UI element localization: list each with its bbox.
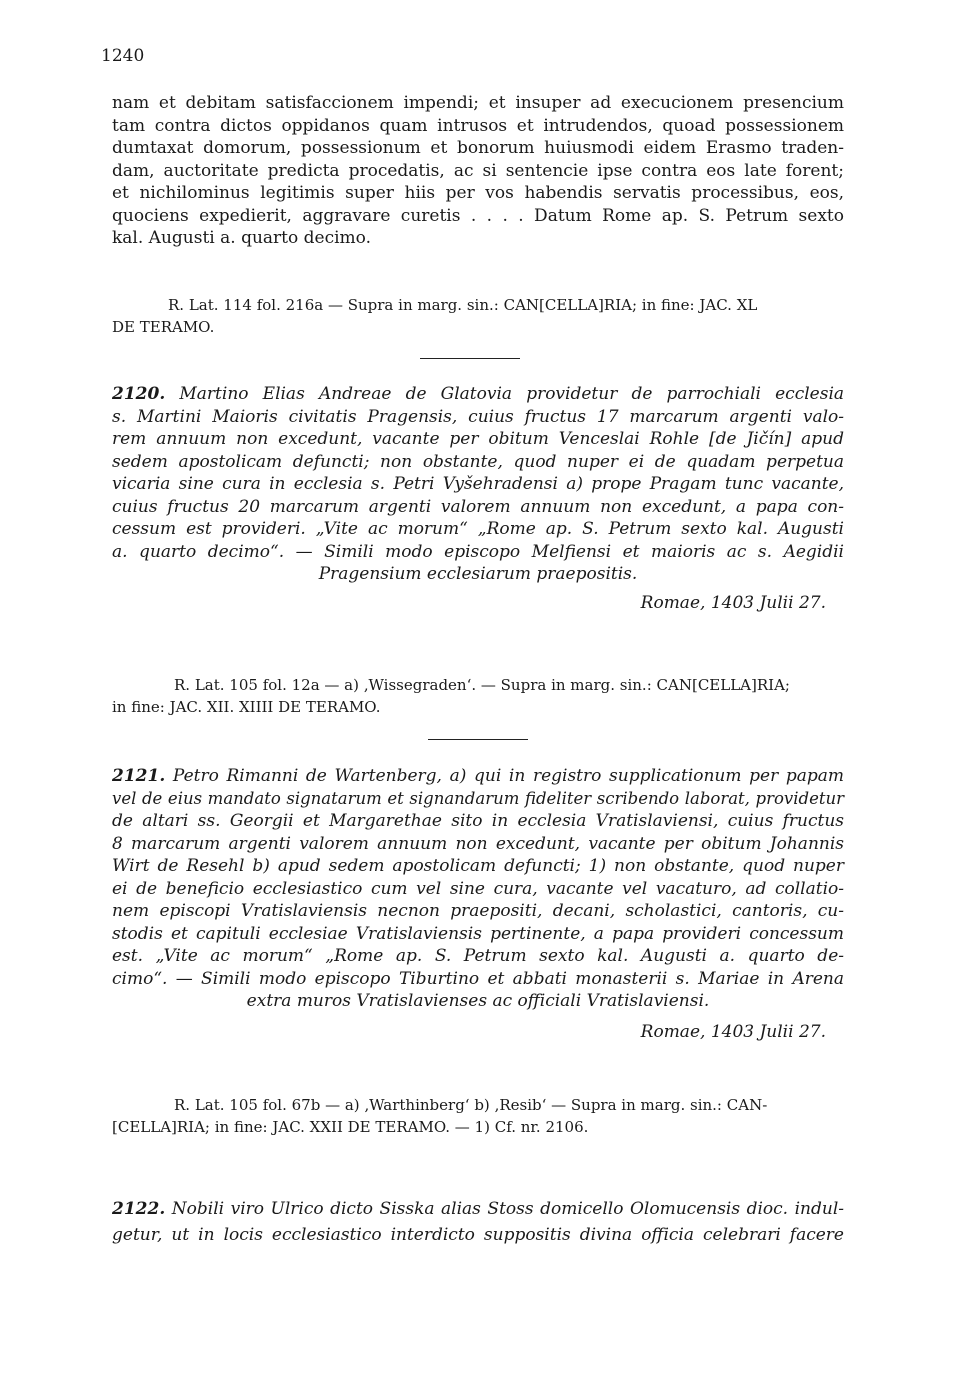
entry-date: Romae, 1403 Julii 27. [640, 592, 826, 613]
text-line: vicaria sine cura in ecclesia s. Petri Vyšehradensi a) prope Pragam tunc vacante, [112, 474, 844, 494]
text-line: Wirt de Resehl b) apud sedem apostolicam defuncti; 1) non obstante, quod nuper [112, 856, 844, 876]
entry-number: 2121. [112, 766, 166, 786]
text-line: Pragensium ecclesiarum praepositis. [318, 564, 638, 584]
section-divider [428, 739, 528, 740]
text-line: a. quarto decimo“. — Simili modo episcopo Melfiensi et maioris ac s. Aegidii [112, 541, 844, 562]
text-line: cuius fructus 20 marcarum argenti valorem annuum non excedunt, a papa con- [112, 496, 844, 517]
text-line: kal. Augusti a. quarto decimo. [112, 228, 372, 248]
page-number: 1240 [101, 46, 145, 66]
text-line: stodis et capituli ecclesiae Vratislaviensis pertinente, a papa provideri concessum [112, 923, 844, 944]
note-line: R. Lat. 105 fol. 12a — a) ‚Wissegraden‘. — Supra in marg. sin.: CAN[CELLA]RIA; [174, 676, 790, 694]
text-line: nem episcopi Vratislaviensis necnon praepositi, decani, scholastici, cantoris, cu- [112, 901, 844, 921]
entry-2120 [112, 383, 844, 614]
text-line: dumtaxat domorum, possessionum et bonorum huiusmodi eidem Erasmo traden- [112, 138, 844, 158]
text-line: vel de eius mandato signatarum et signandarum fideliter scribendo laborat, providetur [112, 788, 844, 808]
intro-note [112, 294, 844, 338]
entry-date: Romae, 1403 Julii 27. [640, 1021, 826, 1042]
text-line: getur, ut in locis ecclesiastico interdicto suppositis divina officia celebrari facere [112, 1225, 844, 1245]
text-line: quociens expedierit, aggravare curetis . . . . Datum Rome ap. S. Petrum sexto [112, 205, 844, 226]
entry-2121-note [112, 1094, 844, 1138]
text-line: Nobili viro Ulrico dicto Sisska alias Stoss domicello Olomucensis dioc. indul- [171, 1199, 844, 1219]
text-line: cimo“. — Simili modo episcopo Tiburtino et abbati monasterii s. Mariae in Arena [112, 968, 844, 989]
text-line: nam et debitam satisfaccionem impendi; et insuper ad execucionem presencium [112, 93, 844, 113]
note-line: R. Lat. 114 fol. 216a — Supra in marg. sin.: CAN[CELLA]RIA; in fine: JAC. XL [168, 296, 758, 314]
text-line: sedem apostolicam defuncti; non obstante, quod nuper ei de quadam perpetua [112, 451, 844, 472]
text-line: extra muros Vratislavienses ac officiali Vratislaviensi. [246, 991, 710, 1011]
text-line: Petro Rimanni de Wartenberg, a) qui in registro supplicationum per papam [172, 766, 845, 786]
entry-2120-note [112, 674, 844, 718]
text-line: tam contra dictos oppidanos quam intrusos et intrudendos, quoad possessionem [112, 115, 844, 136]
text-line: Martino Elias Andreae de Glatovia providetur de parrochiali ecclesia [179, 384, 845, 404]
text-line: et nichilominus legitimis super hiis per vos habendis servatis processibus, eos, [112, 183, 844, 203]
entry-2121 [112, 765, 844, 1043]
entry-number: 2120. [112, 384, 166, 404]
note-line: R. Lat. 105 fol. 67b — a) ‚Warthinberg‘ b) ‚Resib‘ — Supra in marg. sin.: CAN- [174, 1096, 768, 1114]
note-line: DE TERAMO. [112, 318, 215, 336]
intro-paragraph [112, 92, 844, 250]
entry-number: 2122. [112, 1199, 166, 1219]
text-line: cessum est provideri. „Vite ac morum“ „Rome ap. S. Petrum sexto kal. Augusti [112, 519, 844, 539]
note-line: [CELLA]RIA; in fine: JAC. XXII DE TERAMO. — 1) Cf. nr. 2106. [112, 1118, 589, 1136]
note-line: in fine: JAC. XII. XIIII DE TERAMO. [112, 698, 381, 716]
text-line: ei de beneficio ecclesiastico cum vel sine cura, vacante vel vacaturo, ad collatio- [112, 878, 844, 899]
text-line: s. Martini Maioris civitatis Pragensis, cuius fructus 17 marcarum argenti valo- [112, 406, 844, 427]
text-line: est. „Vite ac morum“ „Rome ap. S. Petrum sexto kal. Augusti a. quarto de- [112, 946, 844, 966]
text-line: de altari ss. Georgii et Margarethae sito in ecclesia Vratislaviensi, cuius fructus [112, 811, 844, 831]
section-divider [420, 358, 520, 359]
text-line: dam, auctoritate predicta procedatis, ac si sentencie ipse contra eos late forent; [112, 160, 844, 181]
text-line: rem annuum non excedunt, vacante per obitum Venceslai Rohle [de Jičín] apud [112, 429, 844, 449]
entry-2122 [112, 1196, 844, 1248]
text-line: 8 marcarum argenti valorem annuum non excedunt, vacante per obitum Johannis [112, 833, 844, 854]
